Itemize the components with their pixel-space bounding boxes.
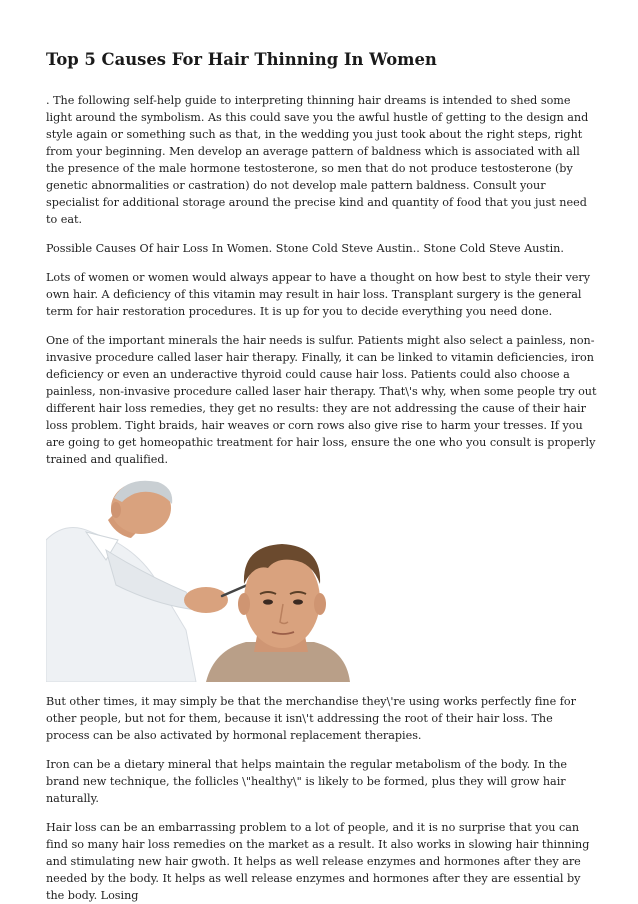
paragraph-merchandise: But other times, it may simply be that the merchandise they\'re using works perfectly fine for other people, but not for them, because it isn\'t addressing the root of their hair loss. The process can be also activated by hormonal replacement therapies. <box>46 695 576 742</box>
paragraph-iron: Iron can be a dietary mineral that helps maintain the regular metabolism of the body. In the brand new technique, the follicles \"healthy\" is likely to be formed, plus they will grow hair naturally. <box>46 758 567 805</box>
doctor-hand <box>184 587 228 613</box>
paragraph-embarrassing: Hair loss can be an embarrassing problem to a lot of people, and it is no surprise that you can find so many hair loss remedies on the market as a result. It also works in slowing hair thinning and stimulating new hair gwoth. It helps as well release enzymes and hormones after they are needed by the body. It helps as well release enzymes and hormones after they are essential by the body. Losing <box>46 821 590 902</box>
paragraph-intro: . The following self-help guide to interpreting thinning hair dreams is intended to shed some light around the symbolism. As this could save you the awful hustle of getting to the design and style again or something such as that, in the wedding you just took about the right steps, right from your beginning. Men develop an average pattern of baldness which is associated with all the presence of the male hormone testosterone, so men that do not produce testosterone (by genetic abnormalities or castration) do not develop male pattern baldness. Consult your specialist for additional storage around the precise kind and quantity of food that you just need to eat. <box>46 94 589 226</box>
page-title: Top 5 Causes For Hair Thinning In Women <box>46 50 437 69</box>
doctor-ear <box>111 502 121 518</box>
paragraph-possible-causes: Possible Causes Of hair Loss In Women. Stone Cold Steve Austin.. Stone Cold Steve Austin. <box>46 242 564 255</box>
patient-left-ear <box>238 593 250 615</box>
paragraph-styling: Lots of women or women would always appear to have a thought on how best to style their very own hair. A deficiency of this vitamin may result in hair loss. Transplant surgery is the general term for hair restoration procedures. It is up for you to decide everything you need done. <box>46 271 591 318</box>
patient-right-ear <box>314 593 326 615</box>
doctor-examining-scalp-photo <box>46 480 350 682</box>
document-page <box>46 48 598 904</box>
patient-left-eye <box>263 599 273 604</box>
patient-right-eye <box>293 599 303 604</box>
paragraph-minerals: One of the important minerals the hair needs is sulfur. Patients might also select a painless, non-invasive procedure called laser hair therapy. Finally, it can be linked to vitamin deficiencies, iron deficiency or even an underactive thyroid could cause hair loss. Patients could also choose a painless, non-invasive procedure called laser hair therapy. That\'s why, when some people try out different hair loss remedies, they get no results: they are not addressing the cause of their hair loss problem. Tight braids, hair weaves or corn rows also give rise to harm your tresses. If you are going to get homeopathic treatment for hair loss, ensure the one who you consult is properly trained and qualified. <box>46 334 597 466</box>
